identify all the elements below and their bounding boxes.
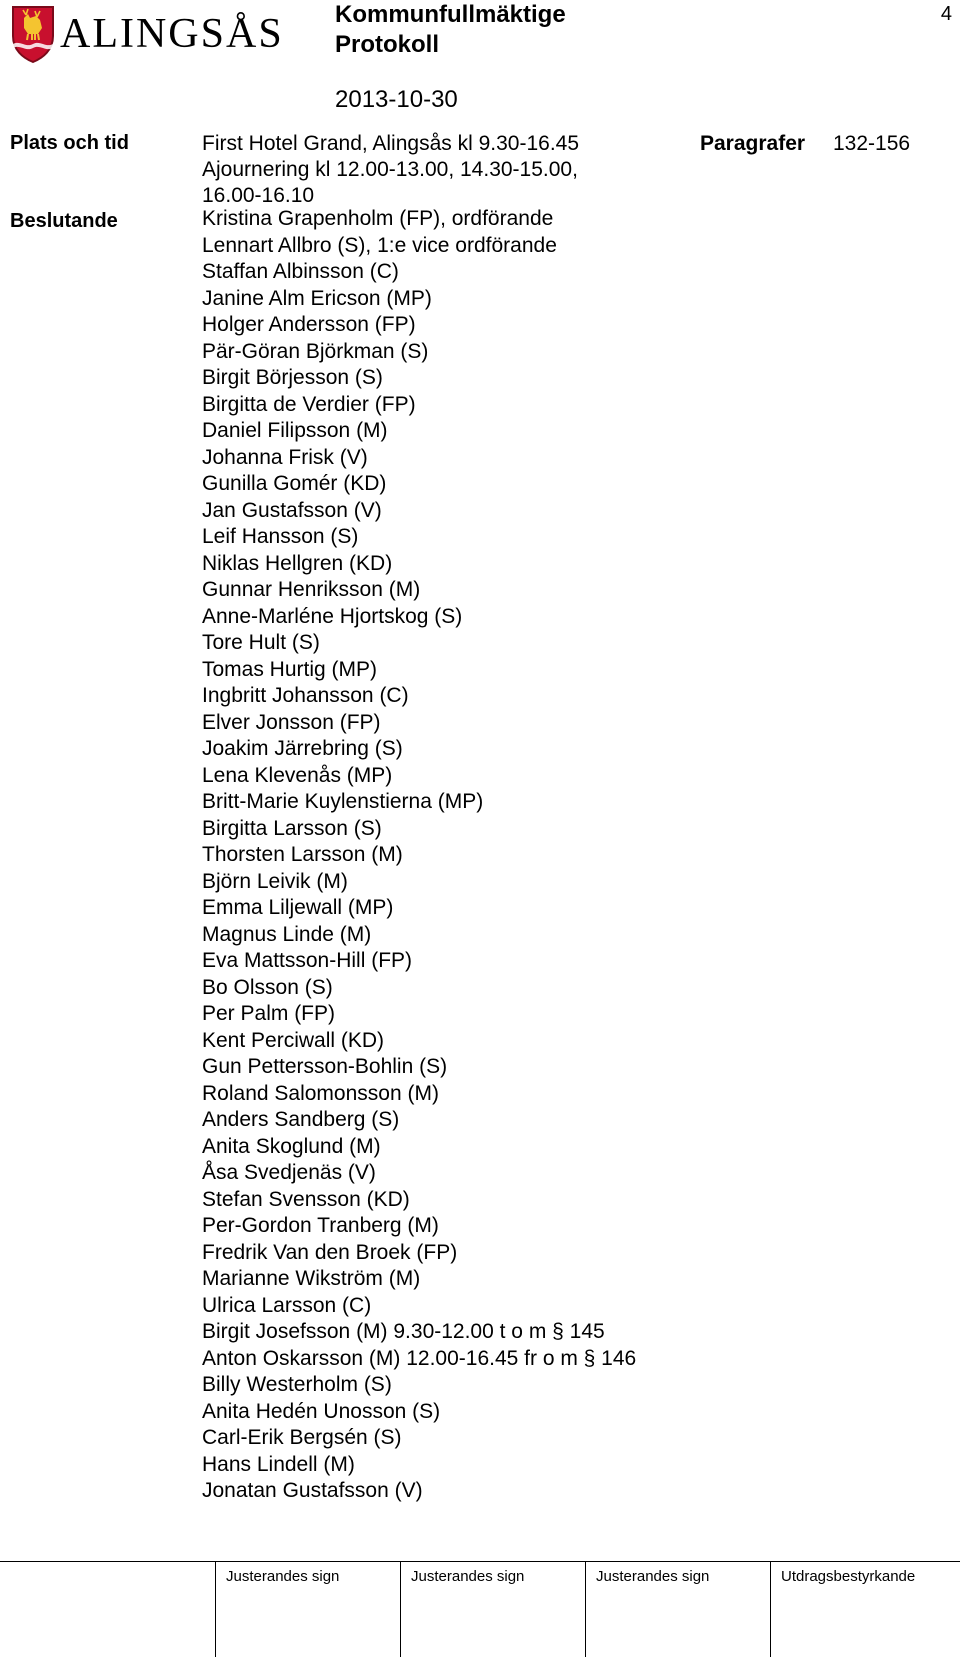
- page-number: 4: [940, 3, 952, 25]
- decision-makers-label: Beslutande: [10, 210, 118, 232]
- list-item: Leif Hansson (S): [202, 525, 359, 548]
- place-line-1: First Hotel Grand, Alingsås kl 9.30-16.45: [202, 132, 580, 155]
- extract-label: Utdragsbestyrkande: [781, 1568, 916, 1585]
- list-item: Gun Pettersson-Bohlin (S): [202, 1055, 448, 1078]
- list-item: Birgit Börjesson (S): [202, 366, 383, 389]
- list-item: Eva Mattsson-Hill (FP): [202, 949, 413, 972]
- list-item: Lennart Allbro (S), 1:e vice ordförande: [202, 233, 557, 257]
- signature-label-1: Justerandes sign: [226, 1568, 340, 1585]
- list-item: Ulrica Larsson (C): [202, 1293, 372, 1317]
- list-item: Daniel Filipsson (M): [202, 419, 388, 442]
- list-item: Carl-Erik Bergsén (S): [202, 1426, 402, 1449]
- extract-box: [770, 1561, 771, 1657]
- list-item: Fredrik Van den Broek (FP): [202, 1240, 458, 1264]
- list-item: Britt-Marie Kuylenstierna (MP): [202, 790, 484, 813]
- list-item: Anton Oskarsson (M) 12.00-16.45 fr o m § 146: [202, 1346, 637, 1370]
- list-item: Åsa Svedjenäs (V): [202, 1161, 376, 1184]
- list-item: Björn Leivik (M): [202, 869, 348, 893]
- list-item: Billy Westerholm (S): [202, 1373, 392, 1396]
- signature-box-3: [585, 1561, 586, 1657]
- list-item: Magnus Linde (M): [202, 922, 372, 946]
- signature-box-1: [215, 1561, 216, 1657]
- list-item: Gunnar Henriksson (M): [202, 578, 421, 601]
- list-item: Holger Andersson (FP): [202, 313, 416, 336]
- list-item: Pär-Göran Björkman (S): [202, 339, 429, 363]
- list-item: Kristina Grapenholm (FP), ordförande: [202, 207, 554, 230]
- list-item: Roland Salomonsson (M): [202, 1081, 439, 1105]
- place-line-2: Ajournering kl 12.00-13.00, 14.30-15.00,: [202, 158, 578, 181]
- list-item: Birgit Josefsson (M) 9.30-12.00 t o m § 145: [202, 1320, 605, 1343]
- list-item: Joakim Järrebring (S): [202, 737, 403, 760]
- list-item: Staffan Albinsson (C): [202, 260, 399, 283]
- place-time-label: Plats och tid: [10, 132, 129, 154]
- list-item: Per Palm (FP): [202, 1002, 336, 1025]
- list-item: Anne-Marléne Hjortskog (S): [202, 604, 463, 628]
- list-item: Johanna Frisk (V): [202, 445, 368, 469]
- paragraphs-value: 132-156: [833, 132, 911, 155]
- list-item: Anita Skoglund (M): [202, 1134, 381, 1158]
- list-item: Gunilla Gomér (KD): [202, 472, 387, 495]
- list-item: Emma Liljewall (MP): [202, 896, 394, 919]
- signature-label-2: Justerandes sign: [411, 1568, 525, 1585]
- document-subtitle: Protokoll: [335, 31, 440, 58]
- list-item: Janine Alm Ericson (MP): [202, 286, 432, 310]
- signature-box-2: [400, 1561, 401, 1657]
- logo-wordmark: ALINGSÅS: [60, 11, 284, 57]
- list-item: Niklas Hellgren (KD): [202, 551, 393, 575]
- list-item: Stefan Svensson (KD): [202, 1187, 410, 1211]
- list-item: Lena Klevenås (MP): [202, 763, 393, 787]
- footer-divider: [0, 1561, 960, 1562]
- document-date: 2013-10-30: [335, 86, 458, 113]
- list-item: Kent Perciwall (KD): [202, 1028, 385, 1052]
- paragraphs-label: Paragrafer: [700, 132, 806, 155]
- list-item: Per-Gordon Tranberg (M): [202, 1214, 439, 1237]
- list-item: Ingbritt Johansson (C): [202, 684, 409, 707]
- list-item: Birgitta Larsson (S): [202, 816, 382, 840]
- municipality-logo: [10, 4, 300, 68]
- list-item: Anita Hedén Unosson (S): [202, 1399, 441, 1423]
- list-item: Jonatan Gustafsson (V): [202, 1479, 423, 1502]
- members-list: [202, 206, 636, 1505]
- signature-label-3: Justerandes sign: [596, 1568, 710, 1585]
- list-item: Hans Lindell (M): [202, 1452, 355, 1476]
- list-item: Marianne Wikström (M): [202, 1267, 421, 1290]
- document-title: Kommunfullmäktige: [335, 1, 566, 28]
- list-item: Thorsten Larsson (M): [202, 843, 403, 866]
- list-item: Birgitta de Verdier (FP): [202, 392, 416, 416]
- list-item: Elver Jonsson (FP): [202, 710, 381, 734]
- list-item: Anders Sandberg (S): [202, 1108, 400, 1131]
- list-item: Bo Olsson (S): [202, 975, 333, 999]
- list-item: Jan Gustafsson (V): [202, 498, 382, 522]
- list-item: Tomas Hurtig (MP): [202, 657, 378, 681]
- place-line-3: 16.00-16.10: [202, 184, 315, 207]
- coat-of-arms-icon: [10, 4, 56, 64]
- list-item: Tore Hult (S): [202, 631, 320, 654]
